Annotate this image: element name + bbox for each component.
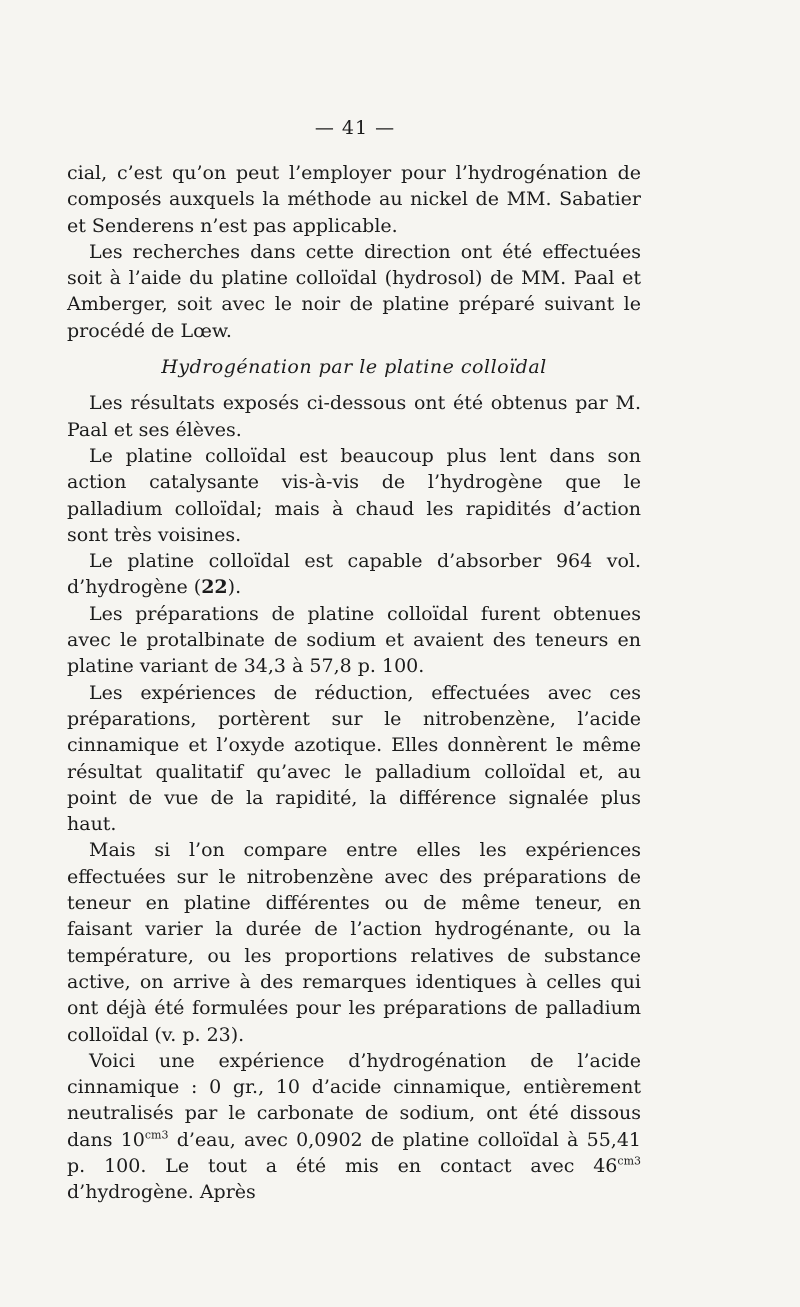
paragraph-9-text-a: Voici une expérience d’hydrogénation de l’acide cinnamique : 0 gr., 10 d’acide cinnamique, entièrement neutralisés par le carbonate de sodium, ont été dissous dans 10 (67, 1049, 641, 1151)
paragraph-5-text: Le platine colloïdal est capable d’absorber 964 vol. d’hydrogène ( (67, 550, 641, 599)
paragraph-7: Les expériences de réduction, effectuées avec ces préparations, portèrent sur le nitrobenzène, l’acide cinnamique et l’oxyde azotique. Elles donnèrent le même résultat qualitatif qu’avec le palladium colloïdal et, au point de vue de la rapidité, la différence signalée plus haut. (67, 681, 641, 836)
paragraph-9-text-c: d’hydrogène. Après (67, 1181, 256, 1204)
page-number: — 41 — (314, 117, 396, 139)
paragraph-6: Les préparations de platine colloïdal furent obtenues avec le protalbinate de sodium et avaient des teneurs en platine variant de 34,3 à 57,8 p. 100. (67, 602, 641, 678)
unit-superscript-1: cm3 (144, 1128, 169, 1142)
section-heading: Hydrogénation par le platine colloïdal (161, 356, 547, 379)
paragraph-2: Les recherches dans cette direction ont été effectuées soit à l’aide du platine colloïdal (hydrosol) de MM. Paal et Amberger, soit avec le noir de platine préparé suivant le procédé de Lœw. (67, 240, 641, 342)
paragraph-5 (67, 548, 641, 601)
page-body (67, 160, 641, 1206)
unit-superscript-2: cm3 (617, 1154, 641, 1168)
paragraph-8: Mais si l’on compare entre elles les expériences effectuées sur le nitrobenzène avec des préparations de teneur en platine différentes ou de même teneur, en faisant varier la durée de l’action hydrogénante, ou la température, ou les proportions relatives de substance active, on arrive à des remarques identiques à celles qui ont déjà été formulées pour les préparations de palladium colloïdal (v. p. 23). (67, 839, 641, 1046)
paragraph-5-end: ). (227, 576, 242, 599)
paragraph-3: Les résultats exposés ci-dessous ont été obtenus par M. Paal et ses élèves. (67, 392, 641, 441)
paragraph-9-text-b: d’eau, avec 0,0902 de platine colloïdal à 55,41 p. 100. Le tout a été mis en contact avec 46 (67, 1128, 641, 1177)
paragraph-1: cial, c’est qu’on peut l’employer pour l’hydrogénation de composés auxquels la méthode au nickel de MM. Sabatier et Senderens n’est pas applicable. (67, 162, 641, 237)
paragraph-9 (67, 1048, 641, 1206)
reference-number: 22 (201, 576, 228, 599)
paragraph-4: Le platine colloïdal est beaucoup plus lent dans son action catalysante vis-à-vis de l’hydrogène que le palladium colloïdal; mais à chaud les rapidités d’action sont très voisines. (67, 444, 641, 546)
